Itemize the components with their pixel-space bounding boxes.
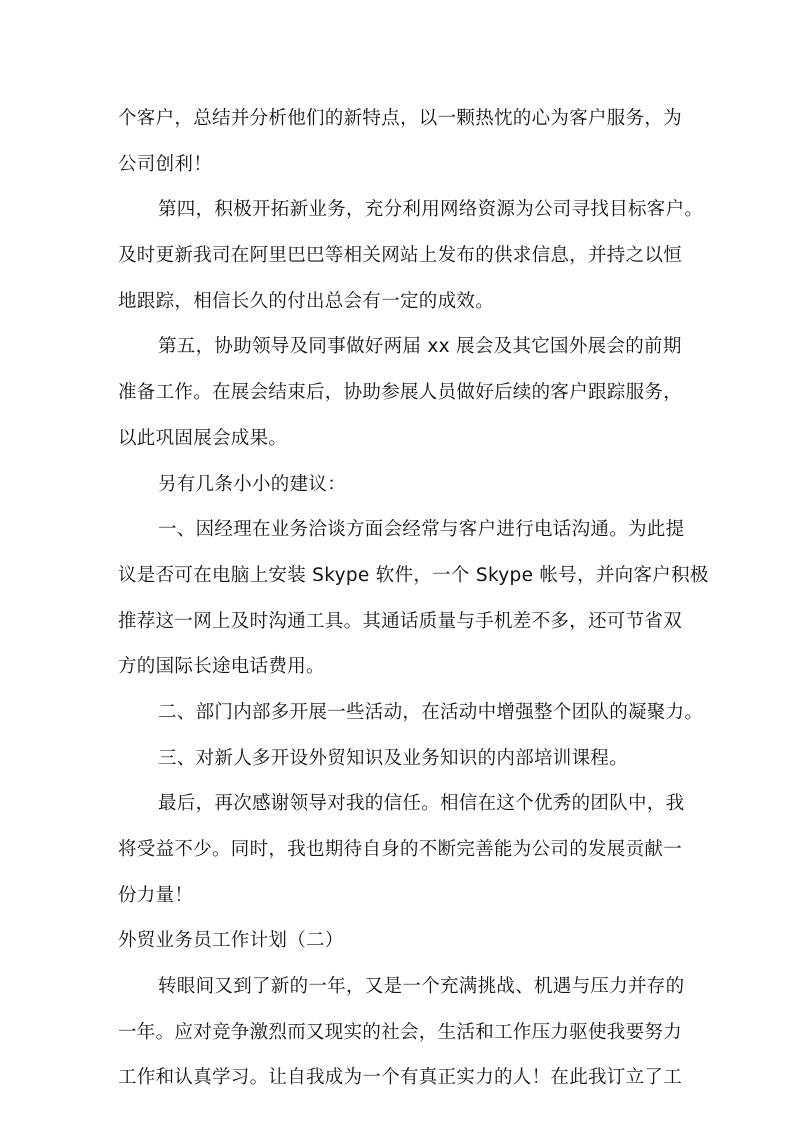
text-line: 以此巩固展会成果。 xyxy=(118,427,288,449)
section-heading: 外贸业务员工作计划（二） xyxy=(118,930,344,952)
paragraph-start: 一、因经理在业务洽谈方面会经常与客户进行电话沟通。为此提 xyxy=(158,519,685,541)
text-line: 方的国际长途电话费用。 xyxy=(118,656,325,678)
text-line: 准备工作。在展会结束后，协助参展人员做好后续的客户跟踪服务， xyxy=(118,382,683,404)
paragraph-start: 另有几条小小的建议： xyxy=(158,473,347,495)
text-line: 份力量！ xyxy=(118,884,194,906)
text-line: 工作和认真学习。让自我成为一个有真正实力的人！在此我订立了工 xyxy=(118,1067,683,1089)
text-line: 议是否可在电脑上安装 Skype 软件，一个 Skype 帐号，并向客户积极 xyxy=(118,564,709,586)
paragraph-start: 第四，积极开拓新业务，充分利用网络资源为公司寻找目标客户。 xyxy=(158,199,704,221)
text-line: 推荐这一网上及时沟通工具。其通话质量与手机差不多，还可节省双 xyxy=(118,610,683,632)
text-line: 地跟踪，相信长久的付出总会有一定的成效。 xyxy=(118,290,495,312)
text-line: 个客户，总结并分析他们的新特点，以一颗热忱的心为客户服务，为 xyxy=(118,108,683,129)
text-line: 一年。应对竞争激烈而又现实的社会，生活和工作压力驱使我要努力 xyxy=(118,1021,683,1043)
paragraph-start: 二、部门内部多开展一些活动，在活动中增强整个团队的凝聚力。 xyxy=(158,701,704,723)
paragraph-start: 转眼间又到了新的一年，又是一个充满挑战、机遇与压力并存的 xyxy=(158,976,685,998)
text-line: 及时更新我司在阿里巴巴等相关网站上发布的供求信息，并持之以恒 xyxy=(118,245,683,267)
paragraph-start: 第五，协助领导及同事做好两届 xx 展会及其它国外展会的前期 xyxy=(158,336,682,358)
document-body xyxy=(118,96,709,1101)
text-line: 公司创利！ xyxy=(118,153,213,175)
paragraph-start: 最后，再次感谢领导对我的信任。相信在这个优秀的团队中，我 xyxy=(158,793,685,815)
text-line: 将受益不少。同时，我也期待自身的不断完善能为公司的发展贡献一 xyxy=(118,839,683,860)
paragraph-start: 三、对新人多开设外贸知识及业务知识的内部培训课程。 xyxy=(158,747,629,769)
